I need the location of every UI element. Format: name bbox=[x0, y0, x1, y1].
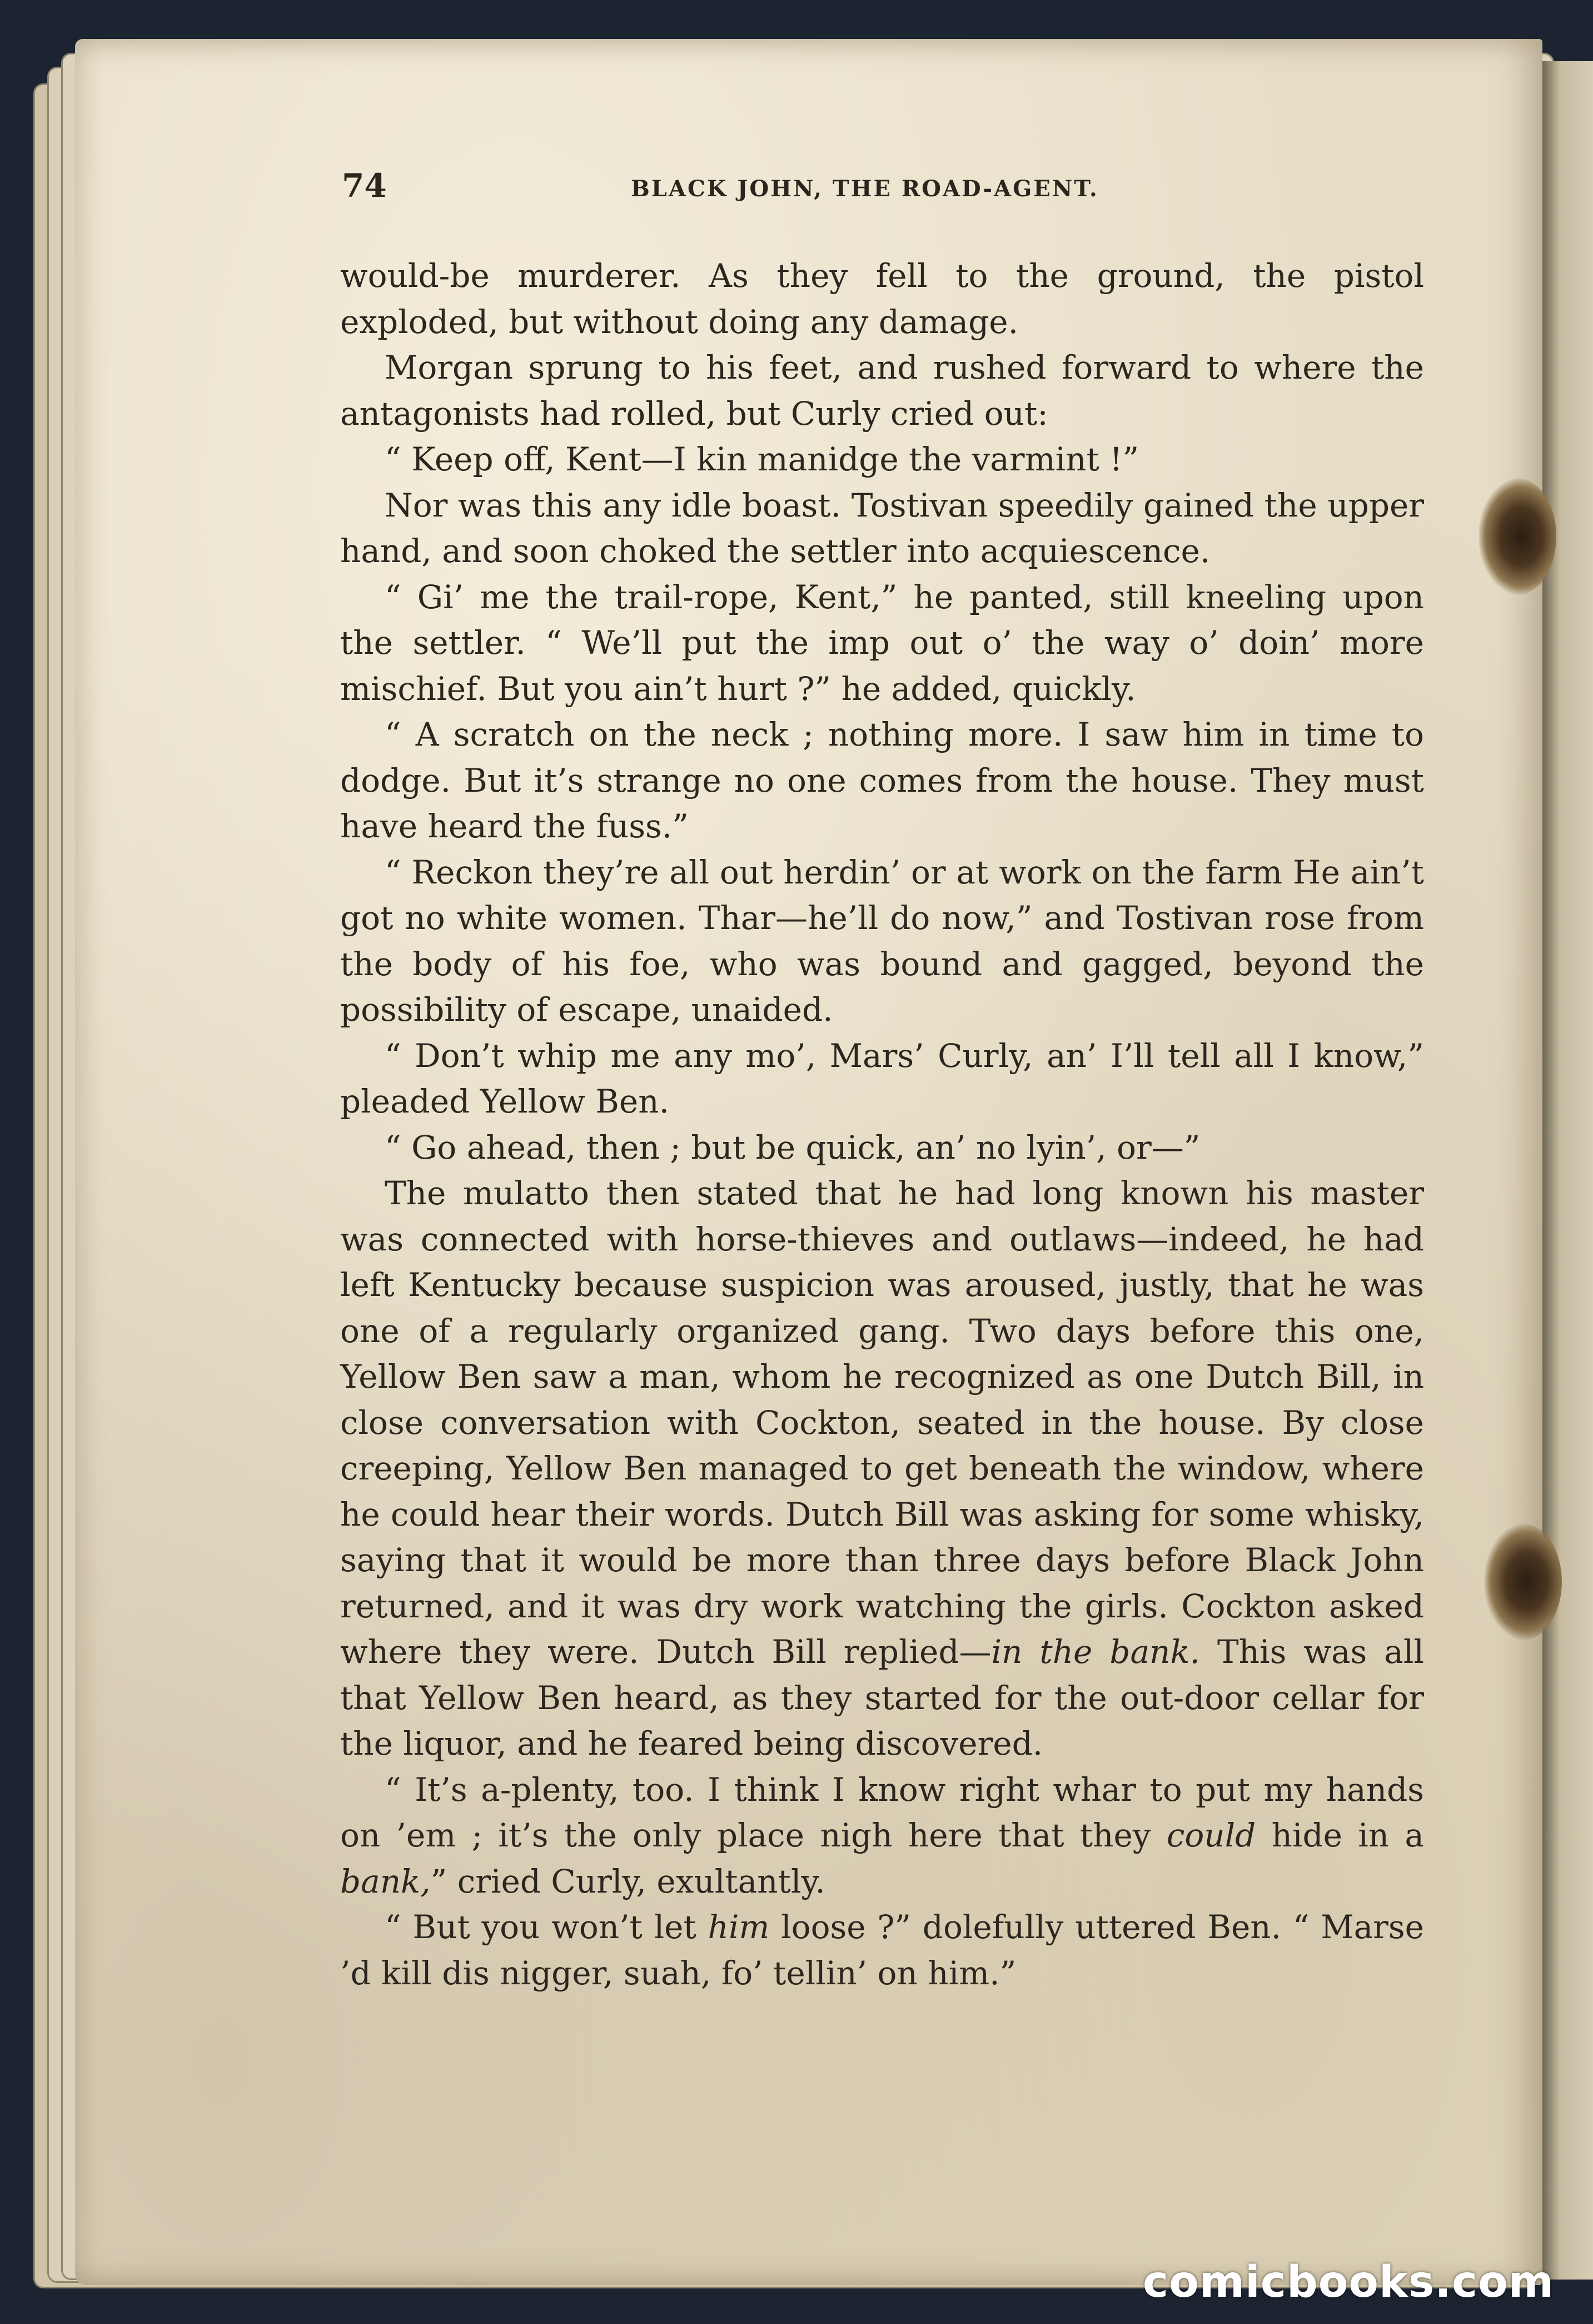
binding-hole bbox=[1484, 1523, 1562, 1640]
paragraph: “ A scratch on the neck ; nothing more. I saw him in time to dodge. But it’s strange no one comes from the house. They must have heard the fuss.” bbox=[340, 716, 1424, 845]
paragraph: would-be murderer. As they fell to the ground, the pistol exploded, but without doing any damage. bbox=[340, 257, 1424, 341]
paragraph: Morgan sprung to his feet, and rushed forward to where the antagonists had rolled, but Curly cried out: bbox=[340, 349, 1424, 433]
paragraph: “ Gi’ me the trail-rope, Kent,” he panted, still kneeling upon the settler. “ We’ll put the imp out o’ the way o’ doin’ more mischief. But you ain’t hurt ?” he added, quickly. bbox=[340, 578, 1424, 708]
paragraph bbox=[340, 1904, 1424, 1996]
paragraph: “ Keep off, Kent—I kin manidge the varmint !” bbox=[385, 440, 1139, 478]
facing-page-strip bbox=[1542, 61, 1593, 2280]
paragraph bbox=[340, 1170, 1424, 1767]
paragraph-text: ” cried Curly, exultantly. bbox=[430, 1862, 825, 1900]
italic-word: bank, bbox=[340, 1862, 431, 1900]
page-header bbox=[342, 167, 1431, 211]
paragraph: Nor was this any idle boast. Tostivan speedily gained the upper hand, and soon choked the settler into acquiescence. bbox=[340, 486, 1424, 570]
paragraph: “ Reckon they’re all out herdin’ or at work on the farm He ain’t got no white women. Thar—he’ll do now,” and Tostivan rose from the body of his foe, who was bound and gagged, beyond the possibility of escape, unaided. bbox=[340, 853, 1424, 1029]
watermark: comicbooks.com bbox=[1142, 2257, 1554, 2307]
paragraph: “ Don’t whip me any mo’, Mars’ Curly, an’ I’ll tell all I know,” pleaded Yellow Ben. bbox=[340, 1036, 1424, 1120]
paragraph-text: “ But you won’t let bbox=[385, 1908, 708, 1946]
paragraph-text: loose ?” dolefully uttered Ben. “ Marse ’d kill dis nigger, suah, fo’ tellin’ on him.” bbox=[340, 1908, 1424, 1992]
paragraph-text: This was all that Yellow Ben heard, as they started for the out-door cellar for the liquor, and he feared being discovered. bbox=[340, 1633, 1424, 1762]
paragraph-text: hide in a bbox=[1256, 1816, 1424, 1854]
italic-phrase: in the bank. bbox=[991, 1633, 1200, 1671]
binding-hole bbox=[1478, 478, 1556, 595]
paragraph-text: The mulatto then stated that he had long known his master was connected with horse-thieves and outlaws—indeed, he had left Kentucky because suspicion was aroused, justly, that he was one of a regularly organized gang. Two days before this one, Yellow Ben saw a man, whom he recognized as one Dutch Bill, in close conversation with Cockton, seated in the house. By close creeping, Yellow Ben managed to get beneath the window, where he could hear their words. Dutch Bill was asking for some whisky, saying that it would be more than three days before Black John returned, and it was dry work watching the girls. Cockton asked where they were. Dutch Bill replied— bbox=[340, 1174, 1424, 1671]
paragraph bbox=[340, 1767, 1424, 1905]
running-head: BLACK JOHN, THE ROAD-AGENT. bbox=[631, 176, 1099, 202]
paragraph: “ Go ahead, then ; but be quick, an’ no lyin’, or—” bbox=[385, 1128, 1201, 1166]
body-text bbox=[340, 253, 1424, 1996]
italic-word: him bbox=[708, 1908, 770, 1946]
paragraph-text: “ It’s a-plenty, too. I think I know right whar to put my hands on ’em ; it’s the only place nigh here that they bbox=[340, 1770, 1424, 1854]
page-number: 74 bbox=[342, 167, 387, 205]
italic-word: could bbox=[1166, 1816, 1256, 1854]
